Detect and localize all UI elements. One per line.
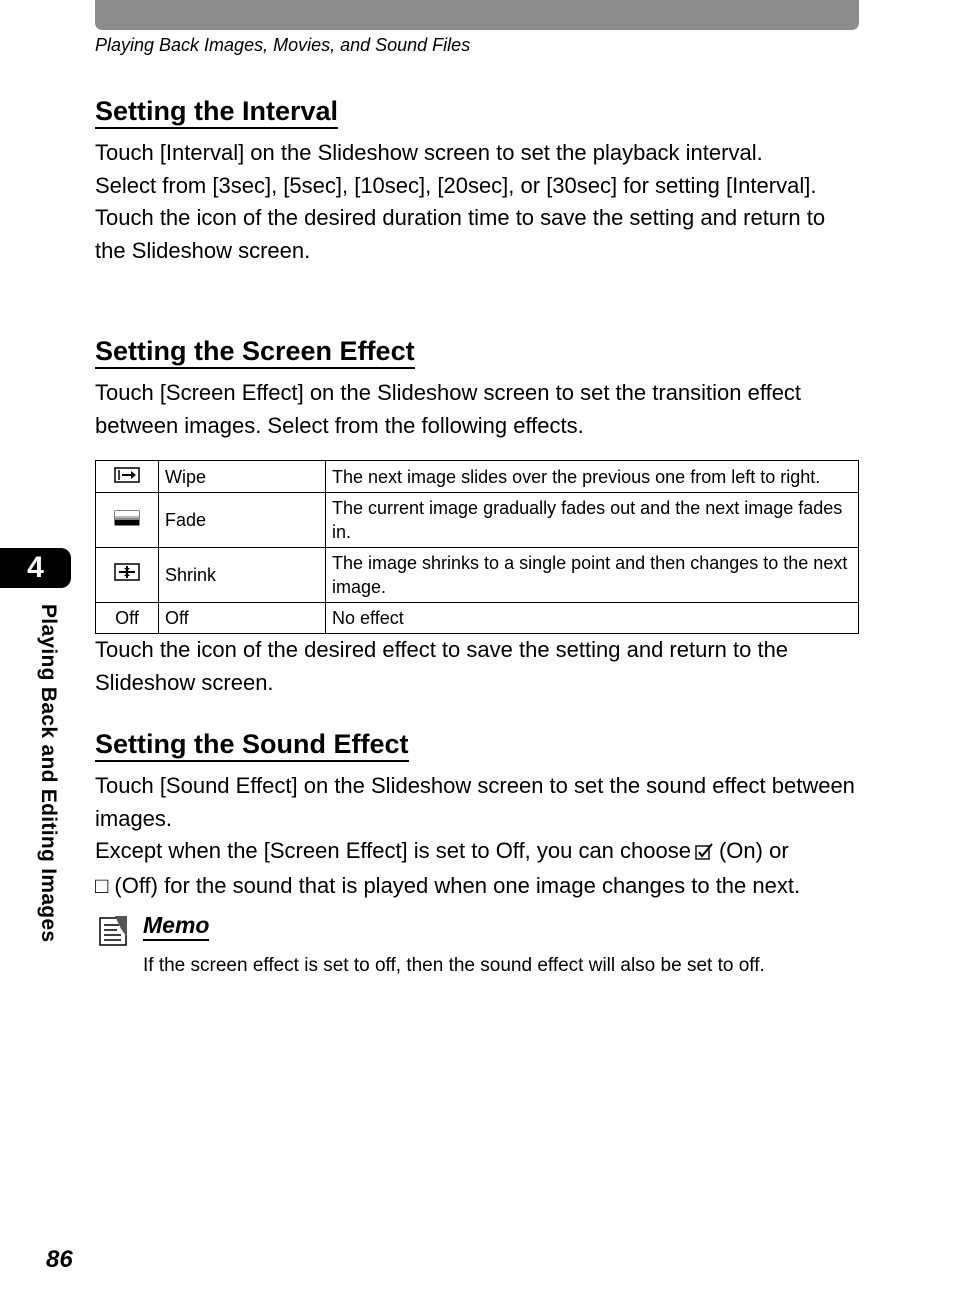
table-row	[96, 461, 859, 493]
off-label: Off	[96, 603, 159, 634]
paragraph-part: Except when the [Screen Effect] is set to Off, you can choose	[95, 838, 691, 863]
effect-name: Fade	[159, 493, 326, 548]
paragraph: Touch [Sound Effect] on the Slideshow screen to set the sound effect between images.	[95, 773, 855, 831]
section-title: Setting the Interval	[95, 95, 338, 129]
paragraph: Touch the icon of the desired effect to save the setting and return to the Slideshow screen.	[95, 637, 789, 695]
memo-text: If the screen effect is set to off, then the sound effect will also be set to off.	[143, 955, 765, 976]
chapter-tab: 4	[0, 548, 71, 588]
checkbox-checked-icon	[695, 837, 715, 870]
section-sound-effect	[95, 728, 860, 902]
paragraph: Touch [Interval] on the Slideshow screen to set the playback interval.	[95, 140, 763, 165]
section-screen-effect	[95, 335, 860, 442]
paragraph-part: □ (Off) for the sound that is played when one image changes to the next.	[95, 872, 801, 898]
chapter-label: Playing Back and Editing Images	[37, 604, 60, 943]
effect-description: No effect	[326, 603, 859, 634]
memo-icon	[99, 915, 129, 952]
fade-icon	[96, 493, 159, 548]
section-title: Setting the Screen Effect	[95, 335, 415, 369]
effect-name: Off	[159, 603, 326, 634]
running-head: Playing Back Images, Movies, and Sound Files	[95, 35, 471, 55]
effect-description: The current image gradually fades out and the next image fades in.	[326, 493, 859, 548]
wipe-icon	[96, 461, 159, 493]
paragraph	[95, 835, 860, 902]
section-screen-effect-outro	[95, 634, 860, 699]
section-interval	[95, 95, 860, 267]
header-bar	[95, 0, 859, 30]
memo-title: Memo	[143, 911, 209, 941]
table-row	[96, 603, 859, 634]
paragraph: Touch the icon of the desired duration time to save the setting and return to the Slideshow screen.	[95, 205, 826, 263]
shrink-icon	[96, 548, 159, 603]
effect-name: Wipe	[159, 461, 326, 493]
effect-description: The image shrinks to a single point and then changes to the next image.	[326, 548, 859, 603]
table-row	[96, 493, 859, 548]
paragraph: Select from [3sec], [5sec], [10sec], [20sec], or [30sec] for setting [Interval].	[95, 172, 817, 198]
section-title: Setting the Sound Effect	[95, 728, 409, 762]
paragraph-part: (On) or	[718, 838, 789, 863]
page-number: 86	[46, 1246, 73, 1273]
effects-table	[95, 460, 859, 634]
effect-name: Shrink	[159, 548, 326, 603]
table-row	[96, 548, 859, 603]
effect-description: The next image slides over the previous one from left to right.	[326, 461, 859, 493]
paragraph: Touch [Screen Effect] on the Slideshow screen to set the transition effect between images. Select from the following effects.	[95, 380, 802, 438]
